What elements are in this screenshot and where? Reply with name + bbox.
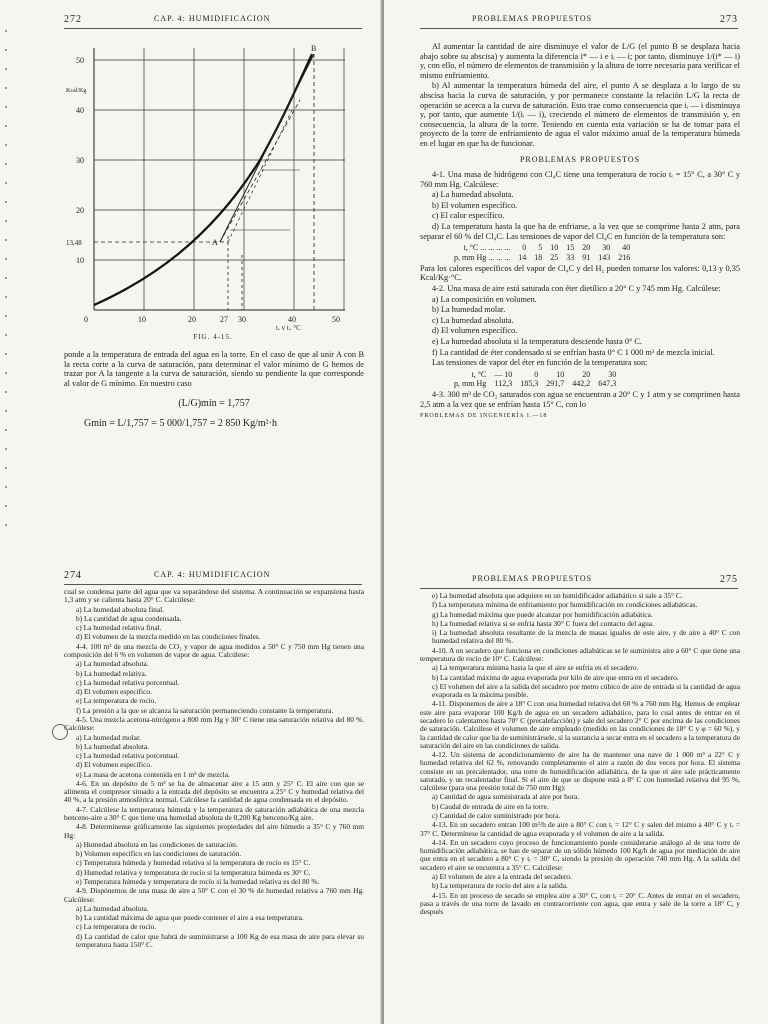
figure-caption: FIG. 4-15. [193, 333, 233, 341]
list-item: a) La humedad absoluta. [76, 659, 149, 669]
list-item: b) La humedad absoluta. [76, 741, 150, 751]
list-item: i) La humedad absoluta resultante de la mezcla de masas iguales de este aire, y de aire a 40° C con humedad relativa del 80 %. [432, 628, 740, 646]
point-b-label: B [311, 44, 317, 53]
problem-4-14: 4-14. En un secadero cuyo proceso de funcionamiento puede considerarse análogo al de una torre de humidificación adiabática, se han de separar de un sólido húmedo 100 Kg/h de agua por mediación de aire que entra en el secadero a 80° C y tᵣ = 30° C, siendo la presión de operación 740 mm Hg. A la salida del secadero el aire se encuentra a 35° C. Calcúlese: [420, 837, 740, 872]
list-item: d) El volumen específico. [76, 760, 152, 770]
running-header [420, 574, 738, 588]
x-tick-10: 10 [138, 315, 146, 324]
list-item: c) Temperatura húmeda y humedad relativa si la temperatura de rocío es 15° C. [76, 858, 311, 868]
page-272 [0, 0, 384, 548]
header-rule [64, 584, 362, 585]
list-item: c) El calor específico. [432, 211, 505, 221]
margin-marks [3, 30, 11, 543]
list-item: c) La humedad absoluta. [432, 315, 514, 325]
problem-4-2: 4-2. Una masa de aire está saturada con éter dietílico a 20° C y 745 mm Hg. Calcúlese: [432, 283, 721, 293]
y-tick-30: 30 [76, 156, 84, 165]
page-number: 274 [64, 570, 82, 581]
problem-4-11: 4-11. Disponemos de aire a 18° C con una humedad relativa del 60 % a 760 mm Hg. Hemos de emplear este aire para evaporar 100 Kg/h de agua en un secadero adiabático, para lo cual antes de entrar en el secadero lo calentamos hasta 70° C (precalefacción) y sale del secadero 2° C por encima de las condiciones de saturación. Calcúlese el volumen de aire empleado (medido en las condiciones de 18° C y φ = 60 %), y la cantidad de calor que ha de suministrársele, si la sustancia a secar entra en el secadero a la temperatura de saturación del aire en las condiciones de salida. [420, 699, 740, 750]
problem-4-15: 4-15. En un proceso de secado se emplea aire a 30° C, con tᵣ = 20° C. Antes de entrar en el secadero, pasa a través de una torre de lavado en contracorriente con agua, que entra y sale de la torre a 18° C, y después [420, 890, 740, 917]
y-tick-50: 50 [76, 56, 84, 65]
problem-4-3: 4-3. 300 m³ de CO₂ saturados con agua se encuentran a 20° C y 1 atm y se comprimen hasta 2,5 atm a la vez que se enfrían hasta 15° C, con lo [420, 390, 740, 409]
running-header [64, 14, 362, 28]
problem-4-4: 4-4. 100 m³ de una mezcla de CO₂ y vapor de agua medidos a 50° C y 750 mm Hg tienen una composición del 6 % en volumen de vapor de agua. Calcúlese: [64, 641, 364, 659]
section-title: PROBLEMAS PROPUESTOS [472, 14, 593, 23]
problem-4-8: 4-8. Determínense gráficamente las siguientes propiedades del aire húmedo a 35° C y 760 mm Hg: [64, 822, 364, 840]
y-tick-10: 10 [76, 256, 84, 265]
running-header [420, 14, 738, 28]
list-item: h) La humedad relativa si se enfría hasta 30° C fuera del contacto del agua. [432, 618, 654, 628]
header-rule [420, 588, 738, 589]
x-tick-30: 30 [238, 315, 246, 324]
saturation-curve [94, 54, 312, 305]
chapter-title: CAP. 4: HUMIDIFICACION [154, 570, 271, 579]
list-item: e) La masa de acetona contenida en 1 m³ de mezcla. [76, 769, 230, 779]
list-item: a) La composición en volumen. [432, 294, 537, 304]
y-tick-40: 40 [76, 106, 84, 115]
list-item: e) La temperatura de rocío. [76, 696, 157, 706]
list-item: a) La temperatura mínima hasta la que el aire se enfría en el secadero. [432, 663, 639, 673]
problem-4-12: 4-12. Un sistema de acondicionamiento de aire ha de mantener una nave de 1 000 m³ a 22° C y humedad relativa del 62 %, renovando completamente el aire a razón de dos veces por hora. El sistema consiste en un precalentador, una torre de humidificación adiabática, de la que el aire sale prácticamente saturado, y un recalentador final. Si el aire de que se dispone está a 8° C con humedad relativa del 95 %, calcúlese (para una presión total de 750 mm Hg): [420, 750, 740, 793]
problem-4-5: 4-5. Una mezcla acetona-nitrógeno a 800 mm Hg y 30° C tiene una saturación relativa del 80 %. Calcúlese: [64, 714, 364, 733]
list-item: d) El volumen específico. [76, 687, 152, 697]
list-item: e) Temperatura húmeda y temperatura de rocío si la humedad relativa es del 80 %. [76, 877, 320, 886]
paragraph: Las tensiones de vapor del éter en función de la temperatura son: [432, 358, 648, 368]
list-item: b) El volumen específico. [432, 200, 518, 210]
x-tick-40: 40 [288, 315, 296, 324]
header-rule [420, 28, 738, 29]
list-item: c) La humedad relativa porcentual. [76, 751, 180, 761]
x-tick-27: 27 [220, 315, 228, 324]
handwritten-circle-mark [52, 724, 68, 740]
x-axis-label: tₑ y tᵢ, °C [276, 324, 301, 330]
list-item: b) La humedad relativa. [76, 668, 147, 678]
vapor-pressure-table-ccl4: t, °C ... ... ... ... 0 5 10 15 20 30 40 p, mm Hg ... ... ... 14 18 25 33 91 143 216 [454, 243, 631, 262]
list-item: a) Humedad absoluta en las condiciones de saturación. [76, 839, 238, 849]
page-274 [0, 548, 384, 1024]
list-item: c) El volumen del aire a la salida del secadero por metro cúbico de aire de entrada si la cantidad de agua evaporada es la máxima posible. [432, 681, 740, 700]
problem-4-7: 4-7. Calcúlese la temperatura húmeda y la temperatura de saturación adiabática de una mezcla benceno-aire a 30° C que tiene una humedad absoluta de 0,200 Kg benceno/Kg aire. [64, 804, 364, 823]
section-heading: PROBLEMAS PROPUESTOS [519, 154, 641, 164]
list-item: d) El volumen específico. [432, 326, 518, 336]
section-title: PROBLEMAS PROPUESTOS [472, 574, 593, 583]
running-header [64, 570, 362, 584]
list-item: a) La humedad molar. [76, 732, 141, 742]
list-item: b) Volumen específico en las condiciones de saturación. [76, 849, 242, 859]
grid [94, 48, 345, 310]
list-item: f) La temperatura mínima de enfriamiento por humidificación en condiciones adiabáticas. [432, 600, 698, 610]
list-item: c) La temperatura de rocío. [76, 922, 157, 932]
list-item: a) La humedad absoluta. [432, 190, 514, 200]
y-unit-label: Kcal/Kg [66, 88, 87, 94]
page-275 [384, 548, 768, 1024]
list-item: b) La cantidad máxima de agua evaporada por kilo de aire que entra en el secadero. [432, 672, 679, 682]
list-item: f) La presión a la que se alcanza la saturación permaneciendo constante la temperatura. [76, 705, 334, 715]
equation-lg-min: (L/G)mín = 1,757 [178, 398, 250, 410]
problem-4-9: 4-9. Dispónemos de una masa de aire a 50° C con el 30 % de humedad relativa a 760 mm Hg. Calcúlese: [64, 886, 364, 904]
list-item: b) La cantidad de agua condensada. [76, 613, 182, 623]
list-item: b) La humedad molar. [432, 305, 506, 315]
paragraph: cual se condensa parte del agua que va separándose del sistema. A continuación se expansiona hasta 1,3 atm y se calienta hasta 20° C. Calcúlese: [64, 587, 364, 605]
chapter-title: CAP. 4: HUMIDIFICACION [154, 14, 271, 23]
list-item: e) La humedad absoluta si la temperatura desciende hasta 0° C. [432, 337, 642, 347]
list-item: a) La humedad absoluta final. [76, 604, 165, 614]
x-tick-50: 50 [332, 315, 340, 324]
paragraph: Para los calores específicos del vapor de Cl₄C y del H₂ pueden tomarse los valores: 0,13 y 0,35 Kcal/Kg·°C. [420, 263, 740, 283]
page-number: 275 [720, 574, 738, 585]
list-item: b) Caudal de entrada de aire en la torre. [432, 801, 549, 811]
page-footer: PROBLEMAS DE INGENIERÍA I.—18 [420, 412, 548, 419]
header-rule [64, 28, 362, 29]
operating-line [220, 54, 314, 242]
list-item: d) El volumen de la mezcla medido en las condiciones finales. [76, 632, 261, 642]
list-item: a) La humedad absoluta. [76, 903, 149, 913]
vapor-pressure-table-ether: t, °C — 10 0 10 20 30 p, mm Hg 112,3 185,3 291,7 442,2 647,3 [454, 369, 617, 389]
list-item: c) Cantidad de calor suministrado por hora. [432, 811, 561, 821]
page-number: 272 [64, 14, 82, 25]
y-tick-13-48: 13,48 [66, 239, 82, 247]
point-a-label: A [212, 238, 218, 247]
problem-4-6: 4-6. En un depósito de 5 m³ se ha de almacenar aire a 15 atm y 25° C. El aire con que se alimenta el compresor situado a la entrada del depósito se encuentra a 25° C y humedad relativa del 40 %, a la presión atmosférica normal. Calcúlese la cantidad de agua condensada en el depósito. [64, 778, 364, 805]
list-item: c) La humedad relativa final. [76, 623, 162, 633]
list-item: d) Humedad relativa y temperatura de rocío si la temperatura húmeda es 30° C. [76, 867, 311, 877]
page-number: 273 [720, 14, 738, 25]
list-item: b) La cantidad máxima de agua que puede contener el aire a esa temperatura. [76, 913, 304, 923]
list-item: d) La cantidad de calor que habrá de suministrarse a 100 Kg de esa masa de aire para elevar su temperatura hasta 150° C. [76, 931, 364, 949]
problem-4-10: 4-10. A un secadero que funciona en condiciones adiabáticas se le suministra aire a 60° C que tiene una temperatura de rocío de 10° C. Calcúlese: [420, 645, 740, 663]
problem-4-1: 4-1. Una masa de hidrógeno con Cl₄C tiene una temperatura de rocío tᵣ = 15° C, a 30° C y 760 mm Hg. Calcúlese: [420, 169, 740, 189]
list-item: c) La humedad relativa porcentual. [76, 677, 180, 687]
list-item: a) El volumen de aire a la entrada del secadero. [432, 872, 572, 881]
x-tick-20: 20 [188, 315, 196, 324]
list-item: g) La humedad máxima que puede alcanzar por humidificación adiabática. [432, 609, 653, 619]
paragraph: b) Al aumentar la temperatura húmeda del aire, el punto A se desplaza a lo largo de su abscisa hacia la curva de saturación, y por permanece constante la relación L/G la recta de operación se acerca a la curva de saturación. Esto trae como consecuencia que iᵢ — i disminuya y, por tanto, que aumente 1/(iᵢ — i), creciendo el número de elementos de transmisión y, en consecuencia, la altura de la torre. Teniendo en cuenta esta variación se ha de tomar para el proyecto de la torre de enfriamiento de agua el valor máximo anual de la temperatura húmeda en el lugar en que ha de funcionar. [420, 81, 740, 149]
paragraph: Al aumentar la cantidad de aire disminuye el valor de L/G (el punto B se desplaza hacia abajo sobre su abscisa) y aumenta la diferencia i* — i e iᵢ — i; por tanto, disminuye 1/(i* — i) y, con ello, el número de elementos de transmisión y la altura de torre necesaria para verificar el mismo enfriamiento. [420, 42, 740, 80]
list-item: b) La temperatura de rocío del aire a la salida. [432, 881, 568, 891]
problem-4-13: 4-13. En un secadero entran 100 m³/h de aire a 80° C con tᵣ = 12° C y salen del mismo a 40° C y tᵣ = 37° C. Determínese la cantidad de agua evaporada y el volumen de aire a la salida. [420, 820, 740, 838]
tangent-line [220, 100, 300, 242]
figure-4-15-chart [60, 40, 360, 330]
list-item: a) Cantidad de agua suministrada al aire por hora. [432, 792, 580, 802]
list-item: e) La humedad absoluta que adquiere en un humidificador adiabático si sale a 35° C. [432, 591, 683, 600]
list-item: f) La cantidad de éter condensado si se enfrían hasta 0° C 1 000 m³ de mezcla inicial. [432, 347, 715, 357]
y-tick-20: 20 [76, 206, 84, 215]
x-tick-0: 0 [84, 315, 88, 324]
equation-g-min: Gmín = L/1,757 = 5 000/1,757 = 2 850 Kg/m²·h [84, 418, 277, 430]
list-item: d) La temperatura hasta la que ha de enfriarse, a la vez que se comprime hasta 2 atm, para separar el 60 % del Cl₄C. Las tensiones de vapor del Cl₄C en función de la temperatura son: [420, 222, 740, 241]
page-273 [384, 0, 768, 548]
paragraph: ponde a la temperatura de entrada del agua en la torre. En el caso de que al unir A con B la recta corte a la curva de saturación, para determinar el valor mínimo de G hemos de trazar por A la tangente a la curva de saturación, siendo su pendiente la que corresponde al valor de G mínimo. En nuestro caso [64, 350, 364, 388]
